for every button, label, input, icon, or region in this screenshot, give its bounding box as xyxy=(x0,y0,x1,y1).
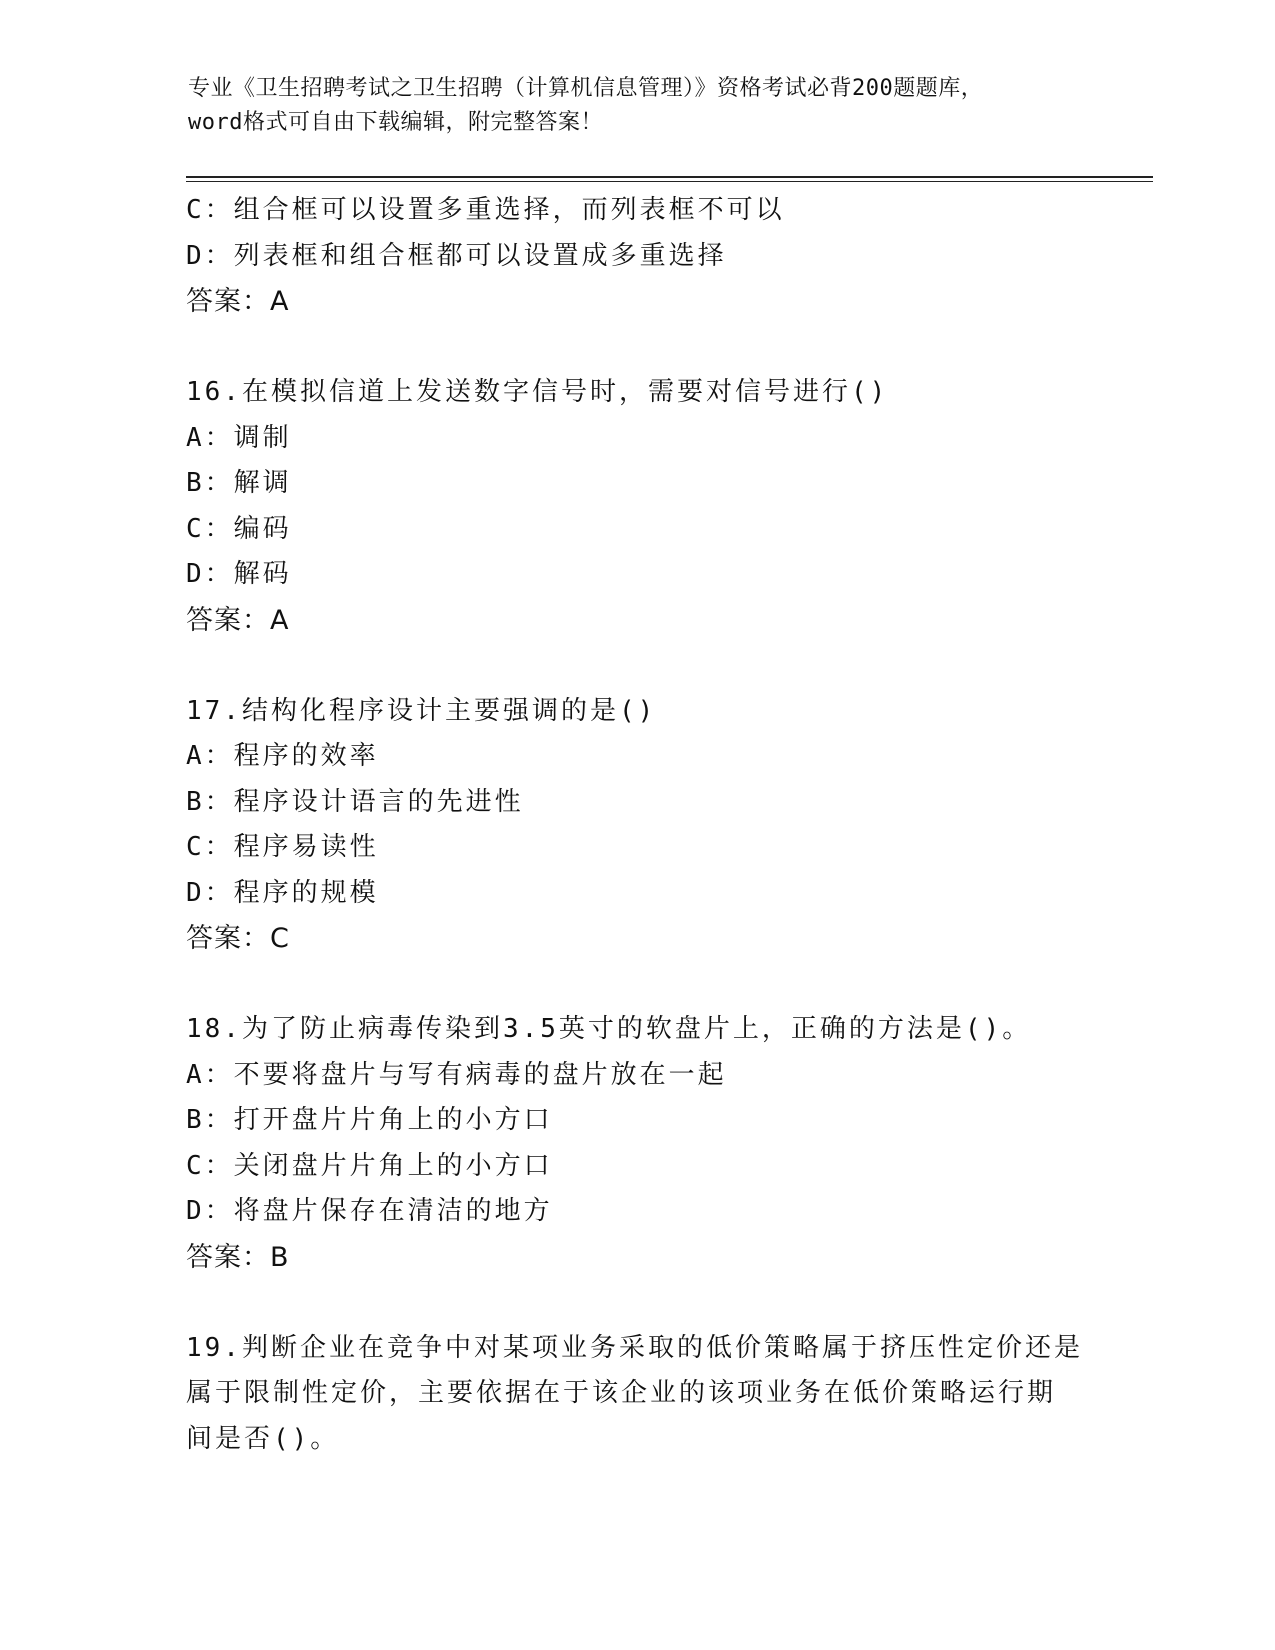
option-b: B：打开盘片片角上的小方口 xyxy=(186,1105,553,1135)
answer-label: 答案：B xyxy=(186,1241,290,1273)
option-b: B：解调 xyxy=(186,468,292,498)
header-line-1: 专业《卫生招聘考试之卫生招聘（计算机信息管理）》资格考试必背200题题库， xyxy=(188,76,984,101)
option-d: D：将盘片保存在清洁的地方 xyxy=(186,1196,553,1226)
question-stem: 18.为了防止病毒传染到3.5英寸的软盘片上，正确的方法是()。 xyxy=(186,1014,1032,1044)
question-19 xyxy=(186,1326,1086,1463)
prev-question-block xyxy=(186,188,1086,325)
question-spacer xyxy=(186,962,1086,1008)
question-stem: 17.结构化程序设计主要强调的是() xyxy=(186,695,657,726)
option-a: A：不要将盘片与写有病毒的盘片放在一起 xyxy=(186,1059,727,1090)
option-d: D：程序的规模 xyxy=(186,877,379,908)
option-c: C：编码 xyxy=(186,513,292,544)
header-line-2: word格式可自由下载编辑，附完整答案！ xyxy=(188,110,603,135)
option-a: A：程序的效率 xyxy=(186,741,379,771)
answer-label: 答案：A xyxy=(186,286,290,317)
question-18 xyxy=(186,1007,1086,1280)
question-stem-line-3: 间是否()。 xyxy=(186,1423,340,1454)
question-17 xyxy=(186,689,1086,962)
question-stem-line-2: 属于限制性定价，主要依据在于该企业的该项业务在低价策略运行期 xyxy=(186,1378,1057,1408)
header-rule-thick xyxy=(186,176,1153,178)
question-stem-line-1: 19.判断企业在竞争中对某项业务采取的低价策略属于挤压性定价还是 xyxy=(186,1332,1083,1363)
option-c: C：组合框可以设置多重选择，而列表框不可以 xyxy=(186,195,785,225)
option-d: D：解码 xyxy=(186,559,292,589)
question-16 xyxy=(186,370,1086,643)
question-spacer xyxy=(186,325,1086,371)
question-spacer xyxy=(186,1280,1086,1326)
option-c: C：程序易读性 xyxy=(186,832,379,862)
option-c: C：关闭盘片片角上的小方口 xyxy=(186,1150,553,1181)
answer-label: 答案：C xyxy=(186,923,290,954)
option-a: A：调制 xyxy=(186,422,292,453)
question-spacer xyxy=(186,643,1086,689)
option-b: B：程序设计语言的先进性 xyxy=(186,786,524,817)
option-d: D：列表框和组合框都可以设置成多重选择 xyxy=(186,240,727,271)
question-list xyxy=(186,188,1086,1462)
question-stem: 16.在模拟信道上发送数字信号时，需要对信号进行() xyxy=(186,377,889,407)
document-header xyxy=(188,72,1078,140)
answer-label: 答案：A xyxy=(186,604,290,636)
header-rule-thin xyxy=(186,181,1153,182)
